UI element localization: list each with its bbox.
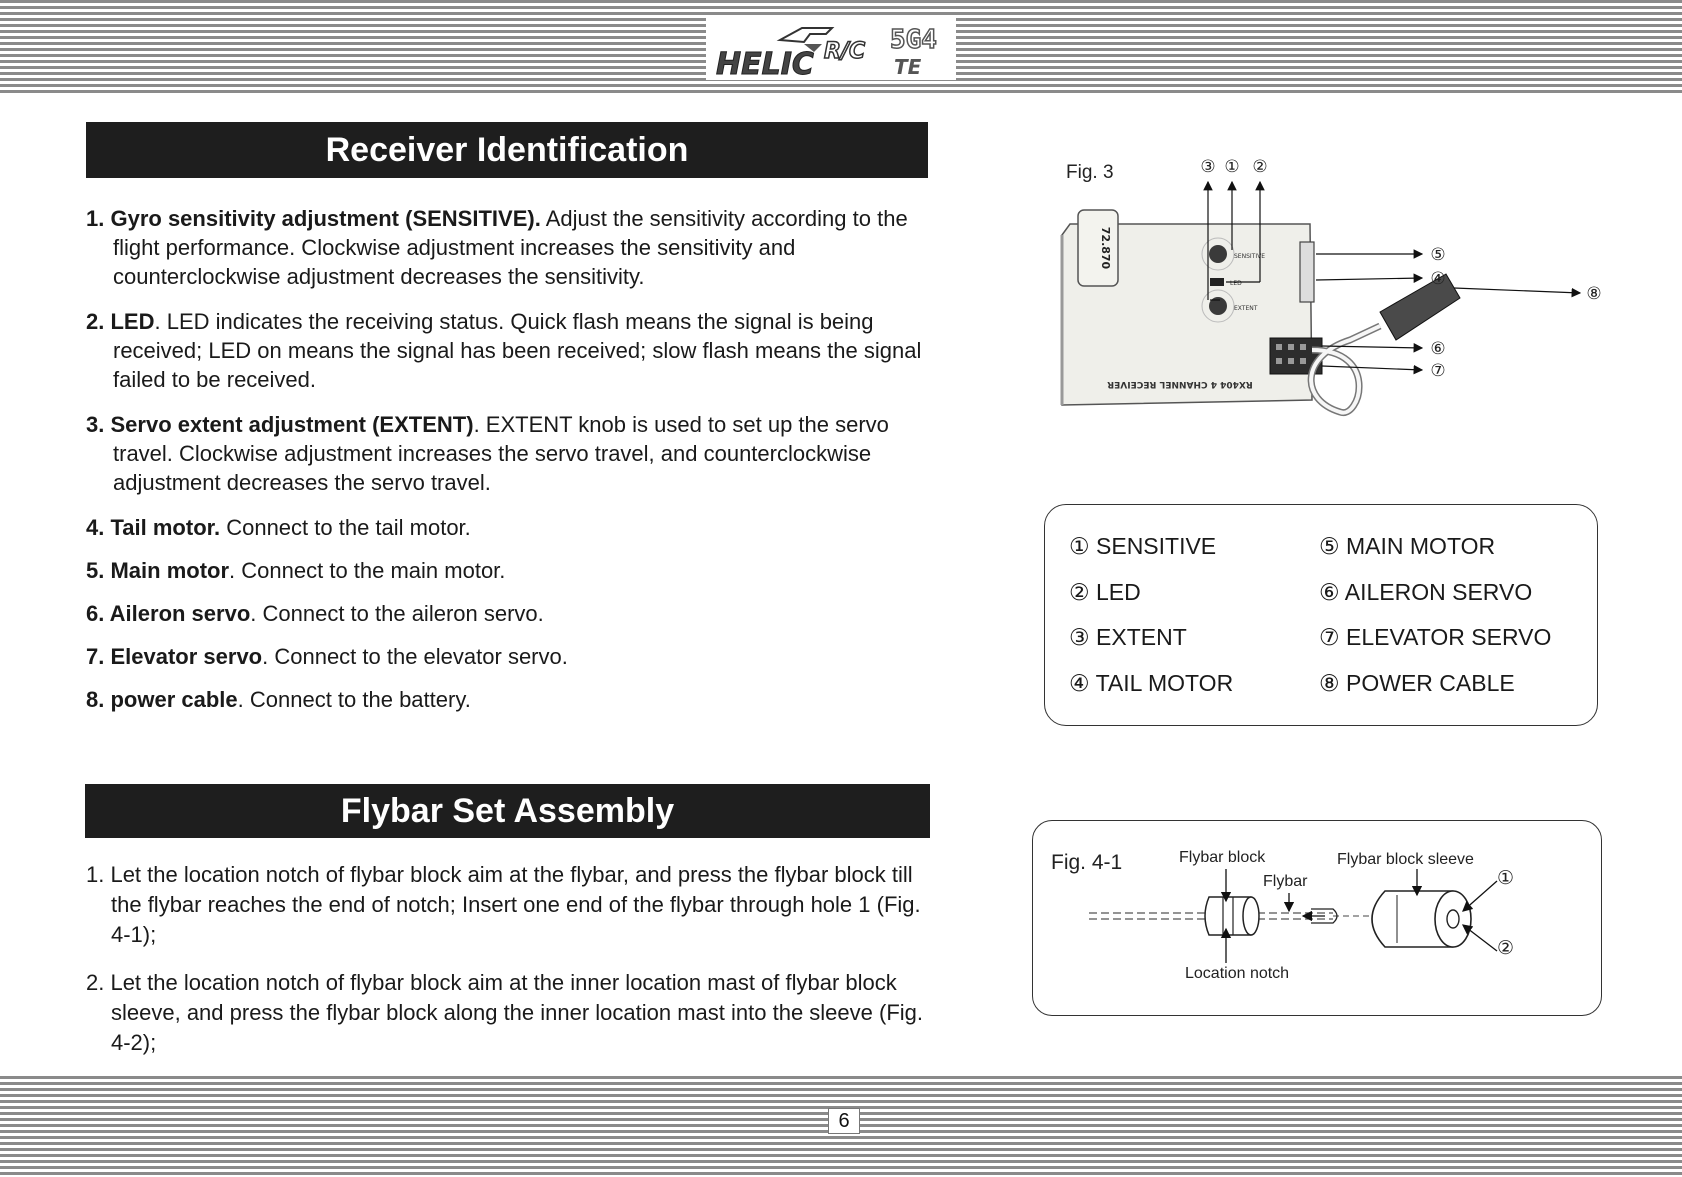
- fig3-label: Fig. 3: [1066, 162, 1114, 183]
- crystal-text: 72.870: [1099, 226, 1112, 270]
- list-item: 5. Main motor. Connect to the main motor.: [86, 558, 506, 583]
- fig41-box: [1032, 820, 1602, 1016]
- marker-6: ⑥: [1430, 339, 1446, 359]
- list-item: 6. Aileron servo. Connect to the aileron servo.: [86, 601, 544, 626]
- list-item: 7. Elevator servo. Connect to the elevator servo.: [86, 644, 568, 669]
- sensitive-knob: [1209, 245, 1227, 263]
- legend-elevator-servo: ⑦ ELEVATOR SERVO: [1319, 624, 1552, 650]
- flybar-block-label: Flybar block: [1179, 849, 1266, 866]
- marker-3: ③: [1200, 157, 1216, 177]
- flybar-section-title: Flybar Set Assembly: [85, 784, 930, 838]
- fig41-label: Fig. 4-1: [1051, 851, 1123, 874]
- model-text: 5G4: [890, 25, 937, 55]
- led-board-label: LED: [1230, 280, 1242, 287]
- sensitive-board-label: SENSITIVE: [1234, 253, 1265, 260]
- svg-text:TE: TE: [894, 55, 922, 79]
- marker-7: ⑦: [1430, 361, 1446, 381]
- receiver-section-title: Receiver Identification: [86, 122, 928, 178]
- list-item: 4. Tail motor. Connect to the tail motor.: [86, 515, 471, 540]
- legend-sensitive: ① SENSITIVE: [1069, 533, 1217, 559]
- fig41-marker-2: ②: [1497, 938, 1515, 959]
- legend-power-cable: ⑧ POWER CABLE: [1319, 670, 1515, 696]
- marker-1: ①: [1224, 157, 1240, 177]
- list-item: 8. power cable. Connect to the battery.: [86, 687, 471, 712]
- receiver-items-list: [86, 204, 946, 728]
- fig41-marker-1: ①: [1497, 868, 1515, 889]
- legend-box: [1044, 504, 1598, 726]
- flybar-label: Flybar: [1263, 873, 1308, 890]
- legend-tail-motor: ④ TAIL MOTOR: [1069, 670, 1234, 696]
- list-item: 1. Gyro sensitivity adjustment (SENSITIVE). Adjust the sensitivity according to the flight performance. Clockwise adjustment increases the sensitivity and counterclockwise adjustment decreases the sensitivity.: [86, 206, 908, 289]
- led-indicator: [1210, 278, 1224, 286]
- legend-led: ② LED: [1069, 579, 1141, 605]
- brand-logo: [706, 18, 956, 80]
- power-plug: [1380, 274, 1460, 340]
- receiver-diagram: [1050, 150, 1610, 430]
- flybar-steps-list: [86, 860, 946, 1076]
- list-item: 1. Let the location notch of flybar block aim at the flybar, and press the flybar block till the flybar reaches the end of notch; Insert one end of the flybar through hole 1 (Fig. 4-1);: [86, 862, 921, 947]
- flybar-diagram: [1033, 821, 1603, 1017]
- marker-8: ⑧: [1586, 284, 1602, 304]
- page-number: 6: [828, 1108, 860, 1134]
- list-item: 3. Servo extent adjustment (EXTENT). EXTENT knob is used to set up the servo travel. Clockwise adjustment increases the servo travel, and counterclockwise adjustment decreases the servo travel.: [86, 412, 889, 495]
- svg-text:R/C: R/C: [824, 39, 866, 64]
- legend-aileron-servo: ⑥ AILERON SERVO: [1319, 579, 1533, 605]
- legend-main-motor: ⑤ MAIN MOTOR: [1319, 533, 1496, 559]
- list-item: 2. Let the location notch of flybar block aim at the inner location mast of flybar block sleeve, and press the flybar block along the inner location mast into the sleeve (Fig. 4-2);: [86, 970, 924, 1055]
- svg-text:HELIC: HELIC: [716, 47, 814, 80]
- receiver-text: RX404 4 CHANNEL RECEIVER: [1107, 379, 1253, 389]
- marker-5: ⑤: [1430, 245, 1446, 265]
- location-notch-label: Location notch: [1185, 965, 1290, 982]
- list-item: 2. LED. LED indicates the receiving status. Quick flash means the signal is being received; LED on means the signal has been received; slow flash means the signal failed to be received.: [86, 309, 922, 392]
- marker-2: ②: [1252, 157, 1268, 177]
- marker-4: ④: [1430, 269, 1446, 289]
- legend-extent: ③ EXTENT: [1069, 624, 1187, 650]
- extent-board-label: EXTENT: [1234, 305, 1258, 312]
- flybar-block-sleeve-label: Flybar block sleeve: [1337, 851, 1474, 868]
